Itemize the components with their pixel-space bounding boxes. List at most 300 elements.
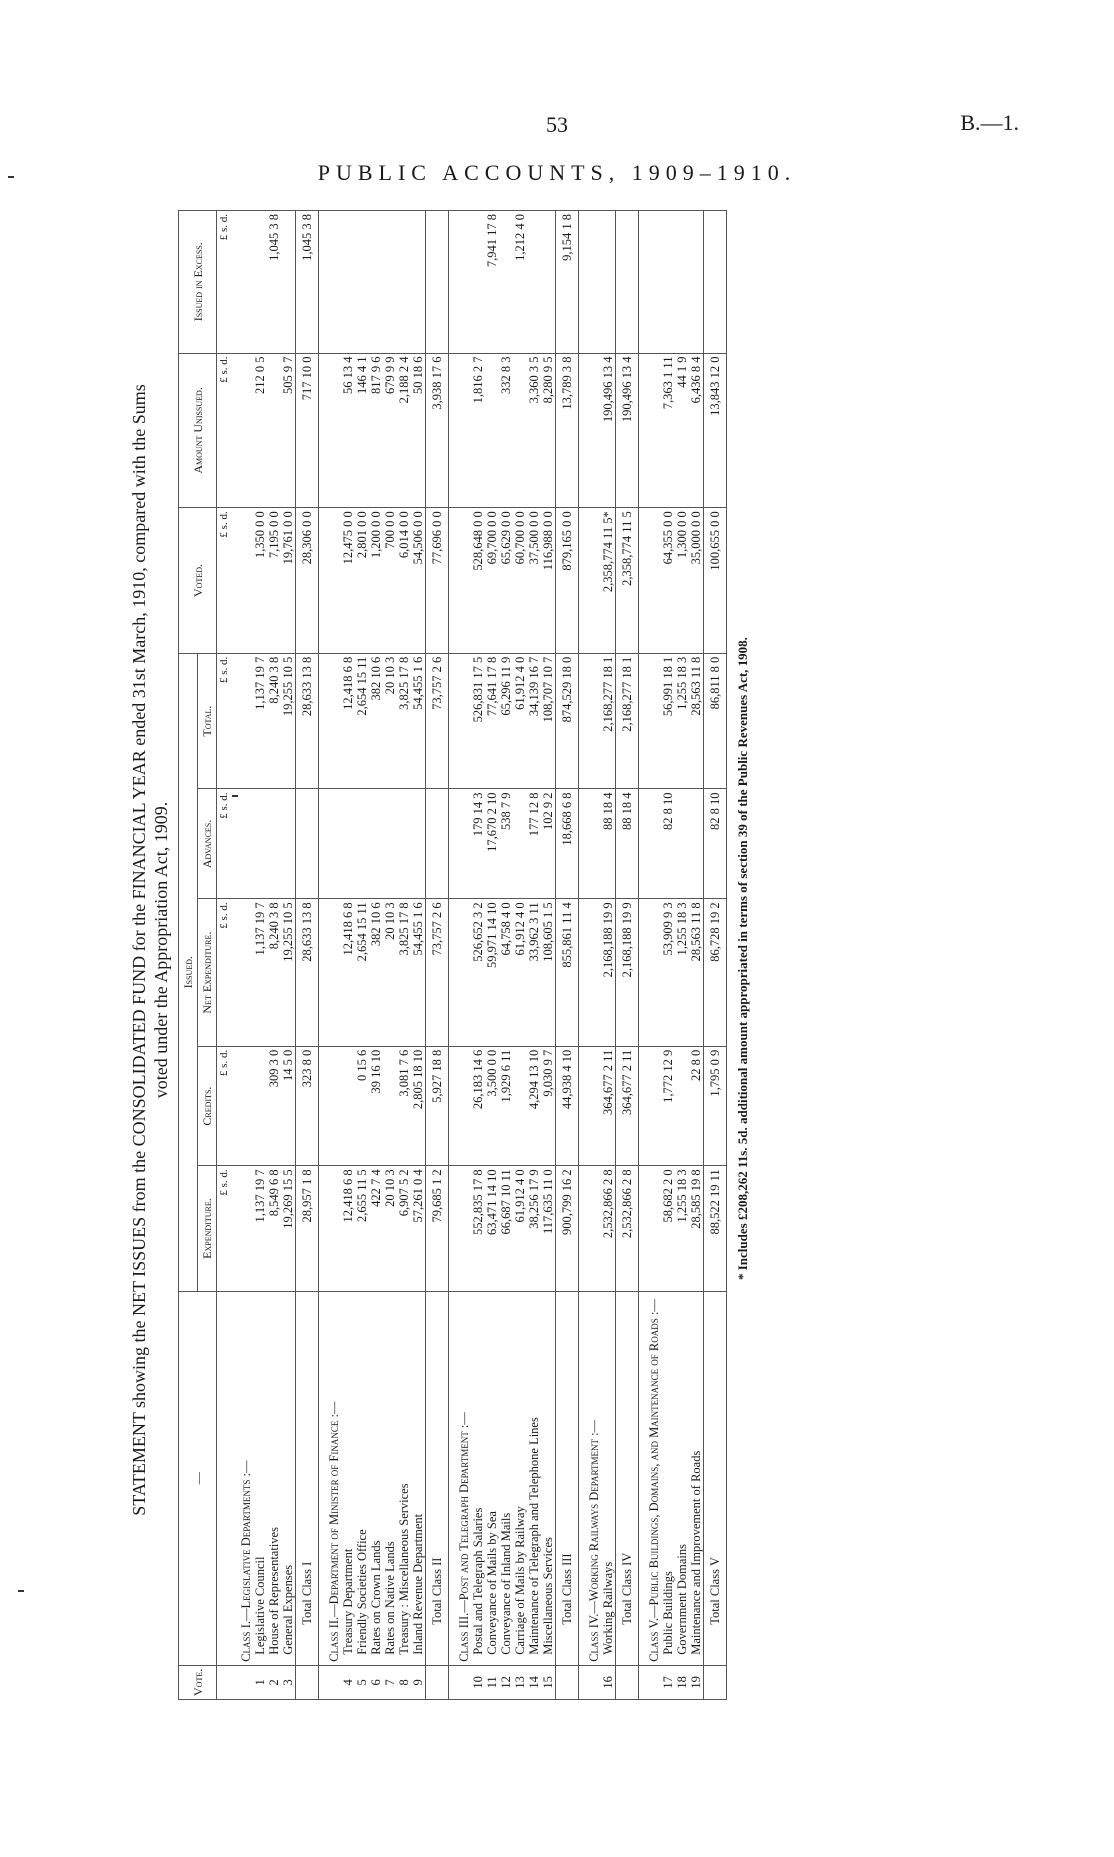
cell-excess: [616, 211, 639, 354]
cell-tot: 54,455 1 6: [411, 653, 426, 789]
cell-cred: 3,081 7 6: [397, 1046, 411, 1166]
cell-adv: 17,670 2 10: [485, 789, 499, 899]
cell-voted: 60,700 0 0: [513, 508, 527, 653]
cell-tot: 65,296 11 9: [499, 653, 513, 789]
cell-exp: [449, 1166, 472, 1291]
cell-exp: 2,532,866 2 8: [616, 1166, 639, 1291]
col-issued: Issued.: [179, 653, 198, 1291]
cell-adv: 88 18 4: [616, 789, 639, 899]
cell-tot: 2,654 15 11: [355, 653, 369, 789]
cell-tot: 86,811 8 0: [704, 653, 727, 789]
cell-tot: 8,240 3 8: [267, 653, 281, 789]
cell-cred: 39 16 10: [369, 1046, 383, 1166]
cell-unissued: 3,360 3 5: [527, 353, 541, 508]
cell-voted: 64,355 0 0: [661, 508, 675, 653]
cell-exp: 20 10 3: [383, 1166, 397, 1291]
table-row: [253, 211, 267, 1700]
cell-cred: [253, 1046, 267, 1166]
cell-adv: [426, 789, 449, 899]
cell-exp: [639, 1166, 662, 1291]
cell-voted: [579, 508, 602, 653]
cell-desc: Total Class I: [296, 1291, 319, 1665]
cell-cred: 323 8 0: [296, 1046, 319, 1166]
cell-adv: 538 7 9: [499, 789, 513, 899]
cell-net: 59,971 14 10: [485, 899, 499, 1046]
cell-desc: Conveyance of Mails by Sea: [485, 1291, 499, 1665]
cell-cred: 364,677 2 11: [601, 1046, 616, 1166]
cell-net: 382 10 6: [369, 899, 383, 1046]
cell-desc: Treasury Department: [341, 1291, 355, 1665]
cell-unissued: [485, 353, 499, 508]
cell-net: 54,455 1 6: [411, 899, 426, 1046]
cell-cred: 3,500 0 0: [485, 1046, 499, 1166]
cell-tot: 526,831 17 5: [471, 653, 485, 789]
cell-excess: 1,212 4 0: [513, 211, 527, 354]
cell-cred: 1,929 6 11: [499, 1046, 513, 1166]
cell-net: 64,758 4 0: [499, 899, 513, 1046]
cell-tot: 28,633 13 8: [296, 653, 319, 789]
cell-excess: [426, 211, 449, 354]
cell-net: 3,825 17 8: [397, 899, 411, 1046]
cell-adv: [397, 789, 411, 899]
cell-voted: 2,358,774 11 5: [616, 508, 639, 653]
cell-exp: [579, 1166, 602, 1291]
cell-exp: 57,261 0 4: [411, 1166, 426, 1291]
cell-excess: [369, 211, 383, 354]
cell-voted: [231, 508, 253, 653]
cell-voted: 77,696 0 0: [426, 508, 449, 653]
cell-net: 2,168,188 19 9: [616, 899, 639, 1046]
table-row: [689, 211, 704, 1700]
cell-exp: 38,256 17 9: [527, 1166, 541, 1291]
cell-net: 20 10 3: [383, 899, 397, 1046]
cell-cred: [231, 1046, 253, 1166]
cell-adv: [639, 789, 662, 899]
cell-adv: [319, 789, 342, 899]
cell-excess: [449, 211, 472, 354]
cell-unissued: 817 9 6: [369, 353, 383, 508]
cell-desc: Carriage of Mails by Railway: [513, 1291, 527, 1665]
table-row: [267, 211, 281, 1700]
cell-voted: [639, 508, 662, 653]
cell-cred: 1,772 12 9: [661, 1046, 675, 1166]
cell-excess: 9,154 1 8: [556, 211, 579, 354]
class-heading-row: [231, 211, 253, 1700]
scan-mark: [18, 1590, 24, 1592]
cell-exp: 6,907 5 2: [397, 1166, 411, 1291]
cell-desc: Class IV.—Working Railways Department :—: [579, 1291, 602, 1665]
table-row: [471, 211, 485, 1700]
cell-desc: Class III.—Post and Telegraph Department :—: [449, 1291, 472, 1665]
cell-exp: 66,687 10 11: [499, 1166, 513, 1291]
cell-voted: 37,500 0 0: [527, 508, 541, 653]
cell-adv: [231, 789, 253, 899]
total-row: [296, 211, 319, 1700]
cell-tot: 1,137 19 7: [253, 653, 267, 789]
cell-net: 1,255 18 3: [675, 899, 689, 1046]
cell-desc: Working Railways: [601, 1291, 616, 1665]
cell-desc: Treasury : Miscellaneous Services: [397, 1291, 411, 1665]
cell-excess: [499, 211, 513, 354]
cell-adv: [579, 789, 602, 899]
cell-vote: [296, 1665, 319, 1699]
cell-voted: 1,350 0 0: [253, 508, 267, 653]
cell-cred: 4,294 13 10: [527, 1046, 541, 1166]
table-row: [281, 211, 296, 1700]
cell-vote: 16: [601, 1665, 616, 1699]
statement-line-1: STATEMENT showing the NET ISSUES from the CONSOLIDATED FUND for the FINANCIAL YEAR ended 31st March, 1910, compared with the Sums: [129, 384, 149, 1516]
statement-title: [128, 200, 172, 1700]
cell-excess: [319, 211, 342, 354]
table-row: [383, 211, 397, 1700]
cell-adv: [281, 789, 296, 899]
cell-voted: [319, 508, 342, 653]
units-label: £ s. d.: [217, 789, 232, 899]
cell-unissued: [449, 353, 472, 508]
cell-unissued: 212 0 5: [253, 353, 267, 508]
cell-exp: 28,957 1 8: [296, 1166, 319, 1291]
cell-excess: [541, 211, 556, 354]
units-row: [217, 211, 232, 1700]
cell-net: 33,962 3 11: [527, 899, 541, 1046]
cell-vote: [639, 1665, 662, 1699]
cell-excess: [471, 211, 485, 354]
col-advances: Advances.: [198, 789, 217, 899]
cell-net: 12,418 6 8: [341, 899, 355, 1046]
cell-vote: [449, 1665, 472, 1699]
cell-desc: Total Class II: [426, 1291, 449, 1665]
cell-excess: [341, 211, 355, 354]
cell-exp: [319, 1166, 342, 1291]
cell-tot: 19,255 10 5: [281, 653, 296, 789]
cell-unissued: 679 9 9: [383, 353, 397, 508]
table-row: [675, 211, 689, 1700]
cell-vote: 7: [383, 1665, 397, 1699]
cell-excess: [675, 211, 689, 354]
cell-vote: [579, 1665, 602, 1699]
cell-voted: 54,506 0 0: [411, 508, 426, 653]
cell-voted: [449, 508, 472, 653]
cell-tot: 61,912 4 0: [513, 653, 527, 789]
cell-excess: [231, 211, 253, 354]
col-expenditure: Expenditure.: [198, 1166, 217, 1291]
cell-unissued: 13,789 3 8: [556, 353, 579, 508]
cell-cred: 364,677 2 11: [616, 1046, 639, 1166]
cell-adv: 82 8 10: [704, 789, 727, 899]
cell-unissued: 8,280 9 5: [541, 353, 556, 508]
cell-net: 526,652 3 2: [471, 899, 485, 1046]
units-label: £ s. d.: [217, 508, 232, 653]
cell-unissued: [267, 353, 281, 508]
cell-vote: [319, 1665, 342, 1699]
cell-unissued: 56 13 4: [341, 353, 355, 508]
col-net-expenditure: Net Expenditure.: [198, 899, 217, 1046]
cell-cred: [319, 1046, 342, 1166]
cell-tot: 12,418 6 8: [341, 653, 355, 789]
cell-unissued: [513, 353, 527, 508]
cell-desc: Inland Revenue Department: [411, 1291, 426, 1665]
cell-net: 108,605 1 5: [541, 899, 556, 1046]
cell-desc: Total Class V: [704, 1291, 727, 1665]
cell-net: 86,728 19 2: [704, 899, 727, 1046]
cell-unissued: 505 9 7: [281, 353, 296, 508]
cell-excess: [689, 211, 704, 354]
cell-vote: 17: [661, 1665, 675, 1699]
cell-voted: 69,700 0 0: [485, 508, 499, 653]
cell-vote: 11: [485, 1665, 499, 1699]
cell-exp: 117,635 11 0: [541, 1166, 556, 1291]
table-body: [217, 211, 727, 1700]
page-number: 53: [546, 112, 568, 137]
table-row: [661, 211, 675, 1700]
cell-vote: 18: [675, 1665, 689, 1699]
cell-desc: Class I.—Legislative Departments :—: [231, 1291, 253, 1665]
cell-vote: 5: [355, 1665, 369, 1699]
cell-cred: 44,938 4 10: [556, 1046, 579, 1166]
cell-tot: 56,991 18 1: [661, 653, 675, 789]
total-row: [616, 211, 639, 1700]
cell-excess: [383, 211, 397, 354]
cell-adv: [383, 789, 397, 899]
cell-desc: House of Representatives: [267, 1291, 281, 1665]
cell-unissued: 332 8 3: [499, 353, 513, 508]
cell-adv: [449, 789, 472, 899]
cell-exp: 2,532,866 2 8: [601, 1166, 616, 1291]
col-voted: Voted.: [179, 508, 217, 653]
cell-exp: 19,269 15 5: [281, 1166, 296, 1291]
cell-unissued: 3,938 17 6: [426, 353, 449, 508]
cell-exp: 61,912 4 0: [513, 1166, 527, 1291]
cell-vote: [556, 1665, 579, 1699]
cell-net: 28,633 13 8: [296, 899, 319, 1046]
cell-exp: 8,549 6 8: [267, 1166, 281, 1291]
cell-vote: 1: [253, 1665, 267, 1699]
cell-cred: [639, 1046, 662, 1166]
units-label: £ s. d.: [217, 1166, 232, 1291]
cell-adv: [369, 789, 383, 899]
cell-desc: Postal and Telegraph Salaries: [471, 1291, 485, 1665]
cell-adv: [411, 789, 426, 899]
cell-unissued: 13,843 12 0: [704, 353, 727, 508]
cell-net: 2,654 15 11: [355, 899, 369, 1046]
cell-vote: 4: [341, 1665, 355, 1699]
cell-exp: 63,471 14 10: [485, 1166, 499, 1291]
cell-desc: Class II.—Department of Minister of Finance :—: [319, 1291, 342, 1665]
cell-excess: [579, 211, 602, 354]
cell-cred: [341, 1046, 355, 1166]
cell-excess: [601, 211, 616, 354]
cell-cred: 2,805 18 10: [411, 1046, 426, 1166]
table-row: [355, 211, 369, 1700]
cell-unissued: 2,188 2 4: [397, 353, 411, 508]
cell-exp: 79,685 1 2: [426, 1166, 449, 1291]
cell-vote: [426, 1665, 449, 1699]
cell-voted: 100,655 0 0: [704, 508, 727, 653]
cell-excess: 7,941 17 8: [485, 211, 499, 354]
cell-voted: 7,195 0 0: [267, 508, 281, 653]
class-heading-row: [579, 211, 602, 1700]
col-issued-in-excess: Issued in Excess.: [179, 211, 217, 354]
cell-unissued: 190,496 13 4: [616, 353, 639, 508]
cell-net: [319, 899, 342, 1046]
cell-adv: [253, 789, 267, 899]
cell-unissued: 190,496 13 4: [601, 353, 616, 508]
cell-desc: Legislative Council: [253, 1291, 267, 1665]
cell-tot: 874,529 18 0: [556, 653, 579, 789]
cell-exp: 1,137 19 7: [253, 1166, 267, 1291]
cell-cred: 309 3 0: [267, 1046, 281, 1166]
cell-voted: 2,801 0 0: [355, 508, 369, 653]
cell-vote: [231, 1665, 253, 1699]
cell-tot: 34,139 16 7: [527, 653, 541, 789]
cell-unissued: [231, 353, 253, 508]
cell-adv: 18,668 6 8: [556, 789, 579, 899]
cell-excess: [639, 211, 662, 354]
cell-vote: 10: [471, 1665, 485, 1699]
cell-desc: Total Class III: [556, 1291, 579, 1665]
cell-adv: [267, 789, 281, 899]
cell-tot: 2,168,277 18 1: [616, 653, 639, 789]
cell-voted: 2,358,774 11 5*: [601, 508, 616, 653]
cell-vote: 19: [689, 1665, 704, 1699]
page-heading: PUBLIC ACCOUNTS, 1909–1910.: [317, 160, 797, 185]
cell-adv: [689, 789, 704, 899]
cell-adv: 102 9 2: [541, 789, 556, 899]
cell-unissued: 6,436 8 4: [689, 353, 704, 508]
cell-net: 8,240 3 8: [267, 899, 281, 1046]
cell-tot: [449, 653, 472, 789]
total-row: [704, 211, 727, 1700]
cell-vote: 6: [369, 1665, 383, 1699]
cell-exp: 422 7 4: [369, 1166, 383, 1291]
cell-cred: 9,030 9 7: [541, 1046, 556, 1166]
cell-cred: [383, 1046, 397, 1166]
cell-vote: 3: [281, 1665, 296, 1699]
cell-voted: 528,648 0 0: [471, 508, 485, 653]
cell-voted: 1,200 0 0: [369, 508, 383, 653]
cell-adv: [296, 789, 319, 899]
footnote: * Includes £208,262 11s. 5d. additional amount appropriated in terms of section 39 of the Public Revenues Act, 1908.: [735, 637, 750, 1280]
scan-mark: [232, 795, 238, 797]
cell-unissued: 1,816 2 7: [471, 353, 485, 508]
cell-net: [449, 899, 472, 1046]
cell-cred: 0 15 6: [355, 1046, 369, 1166]
cell-voted: 35,000 0 0: [689, 508, 704, 653]
table-row: [499, 211, 513, 1700]
cell-tot: 28,563 11 8: [689, 653, 704, 789]
page-reference: B.—1.: [960, 110, 1019, 135]
cell-excess: [281, 211, 296, 354]
cell-tot: [639, 653, 662, 789]
cell-exp: 900,799 16 2: [556, 1166, 579, 1291]
cell-unissued: 7,363 1 11: [661, 353, 675, 508]
cell-desc: General Expenses: [281, 1291, 296, 1665]
cell-desc: Rates on Native Lands: [383, 1291, 397, 1665]
cell-unissued: 717 10 0: [296, 353, 319, 508]
cell-exp: [231, 1166, 253, 1291]
cell-voted: 1,300 0 0: [675, 508, 689, 653]
units-label: £ s. d.: [217, 1046, 232, 1166]
scan-mark: [8, 176, 14, 178]
cell-net: 73,757 2 6: [426, 899, 449, 1046]
table-row: [411, 211, 426, 1700]
cell-exp: 12,418 6 8: [341, 1166, 355, 1291]
cell-cred: 5,927 18 8: [426, 1046, 449, 1166]
cell-tot: 20 10 3: [383, 653, 397, 789]
cell-excess: [527, 211, 541, 354]
cell-unissued: [579, 353, 602, 508]
cell-adv: 82 8 10: [661, 789, 675, 899]
cell-tot: [231, 653, 253, 789]
units-label: £ s. d.: [217, 353, 232, 508]
cell-excess: [253, 211, 267, 354]
cell-exp: 28,585 19 8: [689, 1166, 704, 1291]
cell-cred: 1,795 0 9: [704, 1046, 727, 1166]
accounts-table: [178, 210, 727, 1700]
cell-adv: 179 14 3: [471, 789, 485, 899]
cell-exp: 58,682 2 0: [661, 1166, 675, 1291]
cell-cred: [579, 1046, 602, 1166]
cell-vote: [616, 1665, 639, 1699]
cell-vote: 2: [267, 1665, 281, 1699]
cell-excess: [661, 211, 675, 354]
units-label: £ s. d.: [217, 653, 232, 789]
rotated-statement: [128, 200, 1008, 1700]
cell-tot: 3,825 17 8: [397, 653, 411, 789]
cell-vote: 8: [397, 1665, 411, 1699]
cell-desc: Public Buildings: [661, 1291, 675, 1665]
cell-unissued: 50 18 6: [411, 353, 426, 508]
cell-voted: 116,988 0 0: [541, 508, 556, 653]
class-heading-row: [639, 211, 662, 1700]
cell-cred: 22 8 0: [689, 1046, 704, 1166]
cell-net: 28,563 11 8: [689, 899, 704, 1046]
cell-cred: [449, 1046, 472, 1166]
units-label: £ s. d.: [217, 211, 232, 354]
cell-net: 1,137 19 7: [253, 899, 267, 1046]
cell-vote: [704, 1665, 727, 1699]
cell-desc: Rates on Crown Lands: [369, 1291, 383, 1665]
col-credits: Credits.: [198, 1046, 217, 1166]
table-row: [601, 211, 616, 1700]
table-row: [485, 211, 499, 1700]
cell-excess: [411, 211, 426, 354]
cell-vote: 9: [411, 1665, 426, 1699]
cell-exp: 88,522 19 11: [704, 1166, 727, 1291]
cell-voted: 6,014 0 0: [397, 508, 411, 653]
cell-exp: 552,835 17 8: [471, 1166, 485, 1291]
cell-unissued: [639, 353, 662, 508]
table-row: [527, 211, 541, 1700]
cell-net: 2,168,188 19 9: [601, 899, 616, 1046]
cell-desc: Maintenance of Telegraph and Telephone Lines: [527, 1291, 541, 1665]
col-amount-unissued: Amount Unissued.: [179, 353, 217, 508]
cell-vote: 14: [527, 1665, 541, 1699]
table-row: [341, 211, 355, 1700]
cell-cred: 26,183 14 6: [471, 1046, 485, 1166]
cell-adv: [341, 789, 355, 899]
cell-unissued: [319, 353, 342, 508]
cell-adv: [675, 789, 689, 899]
cell-vote: 15: [541, 1665, 556, 1699]
cell-exp: 2,655 11 5: [355, 1166, 369, 1291]
total-row: [556, 211, 579, 1700]
col-total: Total.: [198, 653, 217, 789]
cell-tot: 77,641 17 8: [485, 653, 499, 789]
cell-cred: 14 5 0: [281, 1046, 296, 1166]
cell-voted: 879,165 0 0: [556, 508, 579, 653]
class-heading-row: [449, 211, 472, 1700]
